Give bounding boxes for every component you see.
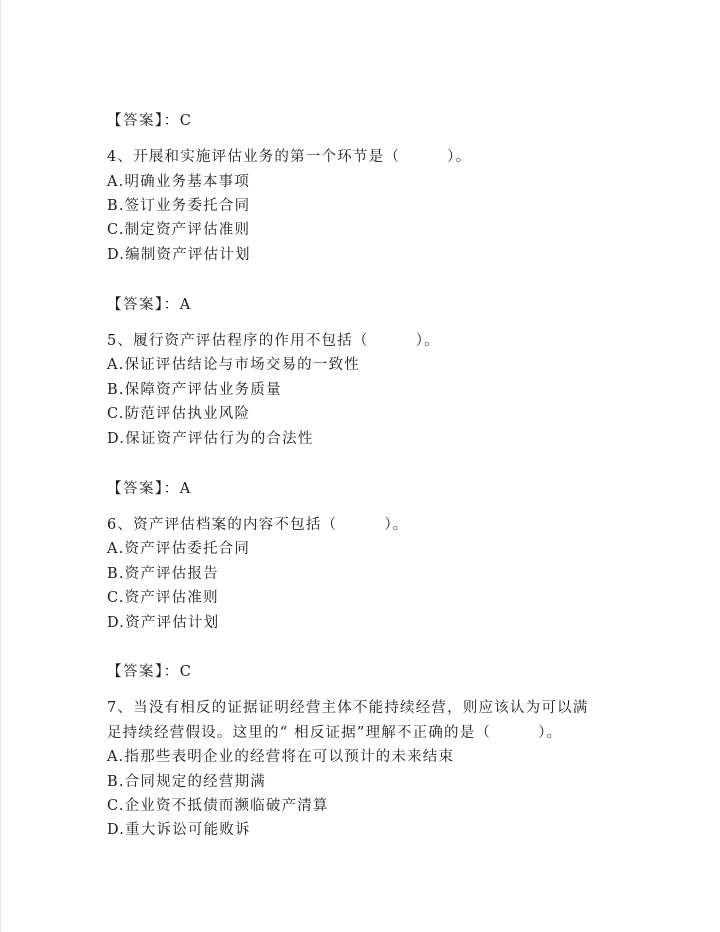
option-d: D.资产评估计划 [107,615,220,631]
answer-line: 【答案】：C [107,664,193,680]
option-a: A.保证评估结论与市场交易的一致性 [107,357,360,373]
question-6: 6、资产评估档案的内容不包括（ ）。 [107,517,409,533]
answer-line: 【答案】：A [107,297,192,313]
option-d: D.保证资产评估行为的合法性 [107,431,314,447]
option-a: A.指那些表明企业的经营将在可以预计的未来结束 [107,749,455,765]
answer-line: 【答案】：A [107,481,192,497]
option-b: B.保障资产评估业务质量 [107,382,282,398]
option-a: A.明确业务基本事项 [107,174,251,190]
option-c: C.企业资不抵债而濒临破产清算 [107,798,329,814]
option-b: B.签订业务委托合同 [107,198,251,214]
option-a: A.资产评估委托合同 [107,541,251,557]
option-c: C.制定资产评估准则 [107,222,251,238]
option-d: D.重大诉讼可能败诉 [107,822,251,838]
question-4: 4、开展和实施评估业务的第一个环节是（ ）。 [107,149,472,165]
question-7-line-2: 足持续经营假设。这里的“ 相反证据”理解不正确的是（ ）。 [107,725,563,741]
option-b: B.资产评估报告 [107,566,219,582]
option-c: C.防范评估执业风险 [107,406,251,422]
answer-line: 【答案】：C [107,113,193,129]
option-c: C.资产评估准则 [107,590,219,606]
question-5: 5、履行资产评估程序的作用不包括（ ）。 [107,333,440,349]
option-d: D.编制资产评估计划 [107,247,251,263]
question-7-line-1: 7、当没有相反的证据证明经营主体不能持续经营，则应该认为可以满 [107,700,589,716]
option-b: B.合同规定的经营期满 [107,774,266,790]
